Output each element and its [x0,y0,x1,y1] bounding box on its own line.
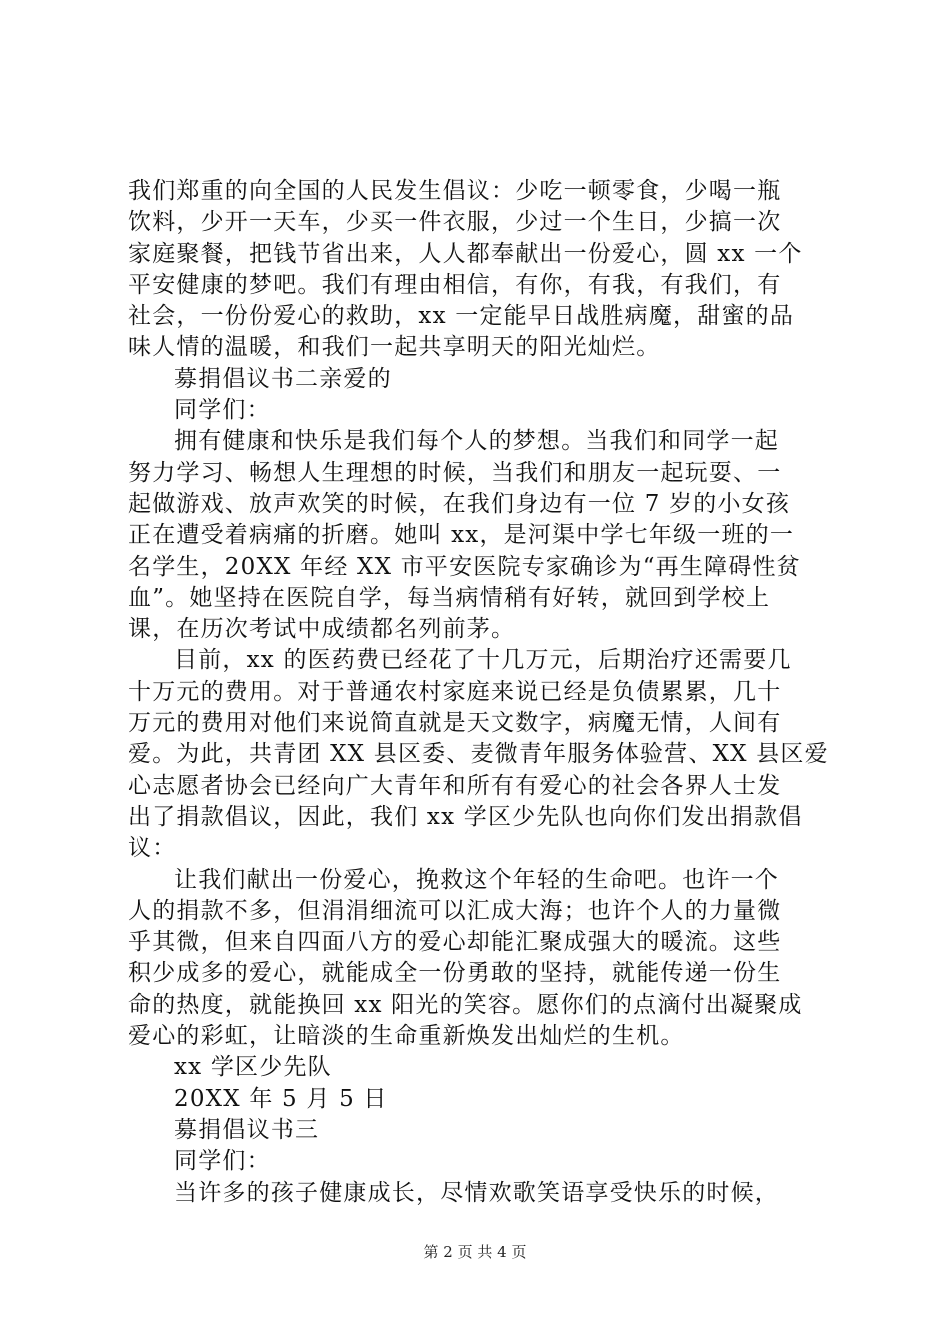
body-line: 十万元的费用。对于普通农村家庭来说已经是负债累累，几十 [128,678,782,705]
paragraph-start: 当许多的孩子健康成长，尽情欢歌笑语享受快乐的时候， [174,1179,779,1206]
body-line: 爱。为此，共青团 XX 县区委、麦微青年服务体验营、XX 县区爱 [128,741,829,768]
body-line: 饮料，少开一天车，少买一件衣服，少过一个生日，少搞一次 [128,209,782,236]
body-line: 命的热度，就能换回 xx 阳光的笑容。愿你们的点滴付出凝聚成 [128,991,803,1018]
body-line: 议： [128,835,177,862]
body-line: 起做游戏、放声欢笑的时候，在我们身边有一位 7 岁的小女孩 [128,490,791,517]
body-line: 平安健康的梦吧。我们有理由相信，有你，有我，有我们，有 [128,271,782,298]
body-line: 社会，一份份爱心的救助，xx 一定能早日战胜病魔，甜蜜的品 [128,303,795,330]
body-line: 血”。她坚持在医院自学，每当病情稍有好转，就回到学校上 [128,584,771,611]
paragraph-start: 拥有健康和快乐是我们每个人的梦想。当我们和同学一起 [174,428,779,455]
body-line: 正在遭受着病痛的折磨。她叫 xx，是河渠中学七年级一班的一 [128,522,795,549]
body-line: 万元的费用对他们来说简直就是天文数字，病魔无情，人间有 [128,710,782,737]
signature-organization: xx 学区少先队 [174,1054,332,1081]
body-line: 味人情的温暖，和我们一起共享明天的阳光灿烂。 [128,334,661,361]
body-line: 课，在历次考试中成绩都名列前茅。 [128,616,516,643]
paragraph-start: 目前，xx 的医药费已经花了十几万元，后期治疗还需要几 [174,647,792,674]
document-body [128,176,828,1209]
body-line: 积少成多的爱心，就能成全一份勇敢的坚持，就能传递一份生 [128,960,782,987]
body-line: 努力学习、畅想人生理想的时候，当我们和朋友一起玩耍、一 [128,459,782,486]
body-line: 出了捐款倡议，因此，我们 xx 学区少先队也向你们发出捐款倡 [128,803,803,830]
salutation: 同学们： [174,397,271,424]
body-line: 我们郑重的向全国的人民发生倡议：少吃一顿零食，少喝一瓶 [128,178,782,204]
salutation: 同学们： [174,1148,271,1175]
body-line: 人的捐款不多，但涓涓细流可以汇成大海；也许个人的力量微 [128,897,782,924]
section-heading: 募捐倡议书三 [174,1116,320,1143]
body-line: 乎其微，但来自四面八方的爱心却能汇聚成强大的暖流。这些 [128,929,782,956]
body-line: 心志愿者协会已经向广大青年和所有有爱心的社会各界人士发 [128,772,782,799]
body-line: 爱心的彩虹，让暗淡的生命重新焕发出灿烂的生机。 [128,1023,685,1050]
body-line: 名学生，20XX 年经 XX 市平安医院专家确诊为“再生障碍性贫 [128,553,801,580]
page-footer: 第 2 页 共 4 页 [423,1243,527,1261]
paragraph-start: 让我们献出一份爱心，挽救这个年轻的生命吧。也许一个 [174,866,779,893]
signature-date: 20XX 年 5 月 5 日 [174,1085,388,1112]
section-heading: 募捐倡议书二亲爱的 [174,365,392,392]
body-line: 家庭聚餐，把钱节省出来，人人都奉献出一份爱心，圆 xx 一个 [128,240,803,267]
